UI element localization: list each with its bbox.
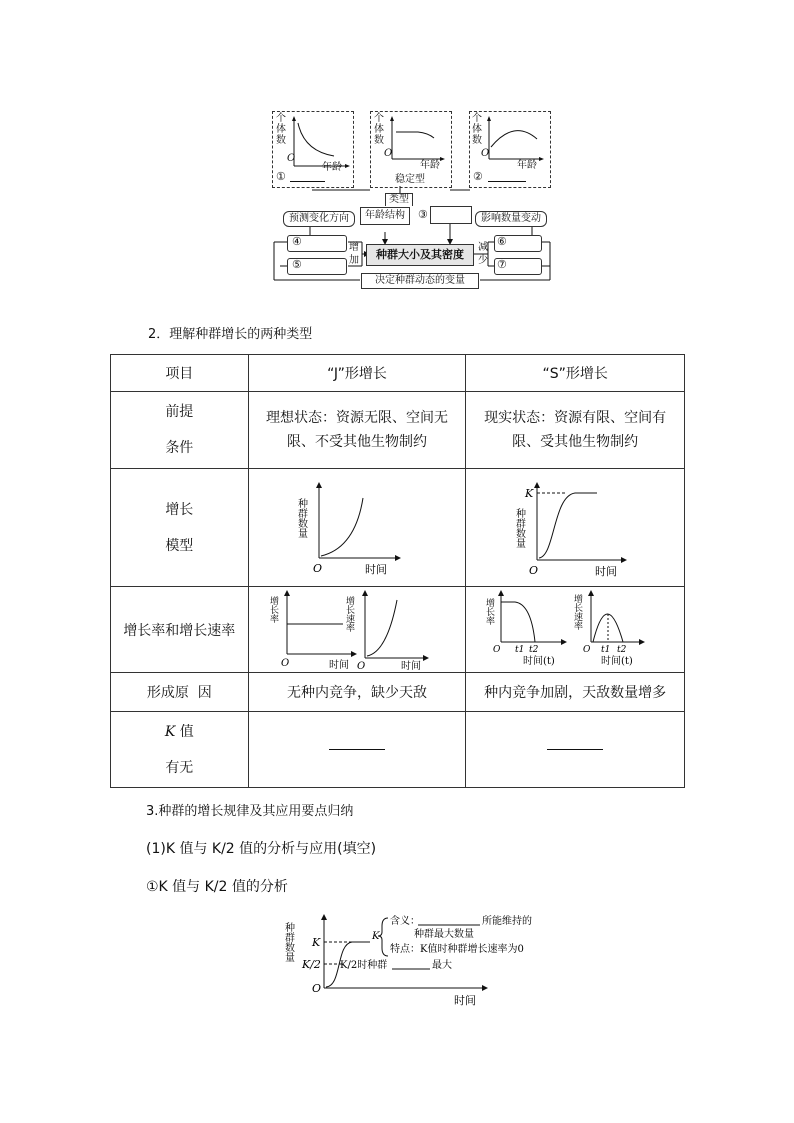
s-rate-graphs: [475, 588, 675, 672]
decrease-label: 减 少: [478, 242, 488, 266]
predict-box: 预测变化方向: [283, 211, 355, 227]
x-axis-label: 时间(t): [601, 655, 633, 667]
t1-label: t1: [515, 644, 525, 655]
table-row-conditions: [111, 392, 685, 469]
row-label: 前提 条件: [111, 392, 249, 469]
table-row-cause: [111, 673, 685, 712]
x-axis-label: 时间(t): [523, 655, 555, 667]
section-2-title: 2．理解种群增长的两种类型: [148, 327, 313, 342]
origin-label: O: [287, 153, 296, 164]
header-item: 项目: [111, 355, 249, 392]
table-row-k: [111, 712, 685, 788]
population-density-box: 种群大小及其密度: [366, 244, 474, 266]
section-3-title: 3.种群的增长规律及其应用要点归纳: [146, 804, 354, 819]
blank-5-label: ⑤: [292, 258, 302, 271]
y-axis-label: 个 体 数: [374, 113, 384, 146]
table-row-model: [111, 469, 685, 587]
table-row-rate: [111, 587, 685, 673]
section-3-subtitle-2: ①K 值与 K/2 值的分析: [146, 879, 288, 895]
y-axis-label: 增长速率: [343, 595, 354, 632]
origin-label: O: [280, 657, 290, 669]
increase-label: 增 加: [349, 242, 359, 266]
cell-j-model: [248, 469, 466, 587]
affect-box: 影响数量变动: [475, 211, 547, 227]
y-axis-label: 种群数量: [513, 507, 525, 548]
meaning-prefix: 含义：: [390, 916, 420, 927]
t2-label: t2: [529, 644, 539, 655]
y-axis-label: 种群数量: [282, 922, 294, 962]
k-label: K: [525, 486, 534, 500]
row-label: K 值 有无: [111, 712, 249, 788]
blank-6-label: ⑥: [497, 235, 507, 248]
y-axis-label: 个 体 数: [472, 113, 482, 146]
meaning-line2: 种群最大数量: [414, 929, 474, 940]
origin-label: O: [356, 660, 366, 672]
row-label: 增长率和增长速率: [111, 587, 249, 673]
y-axis-label: 增长率: [267, 595, 278, 623]
y-axis-label: 种群数量: [295, 497, 307, 538]
section-3-subtitle-1: (1)K 值与 K/2 值的分析与应用(填空): [146, 841, 377, 857]
table-header-row: [111, 355, 685, 392]
cell-s-k-blank: [466, 712, 685, 788]
cell-j-rate: [248, 587, 466, 673]
x-axis-label: 时间: [595, 564, 618, 578]
row-label: 形成原 因: [111, 673, 249, 712]
x-axis-label: 时间: [364, 562, 387, 576]
origin-label: O: [312, 982, 322, 995]
origin-label: O: [583, 644, 591, 655]
k-value-graph: [284, 912, 544, 1010]
origin-label: O: [312, 561, 322, 575]
cell-s-rate: [466, 587, 685, 673]
origin-label: O: [384, 148, 393, 159]
s-curve-graph: [515, 478, 635, 578]
j-rate-graphs: [257, 588, 457, 672]
cell-s-cause: 种内竞争加剧，天敌数量增多: [466, 673, 685, 712]
k-brace-label: K: [372, 931, 380, 942]
k2-text-suffix: 最大: [432, 960, 452, 971]
blank-1-label: ①: [276, 170, 286, 183]
age-structure-box: 年龄结构: [360, 207, 410, 225]
y-axis-label: 增长率: [484, 597, 495, 625]
row-label: 增长 模型: [111, 469, 249, 587]
x-axis-label: 时间: [400, 660, 421, 672]
blank-2-label: ②: [473, 170, 483, 183]
type-box: 类型: [385, 193, 413, 206]
blank-4-label: ④: [292, 235, 302, 248]
feature-text: 特点：K值时种群增长速率为0: [390, 944, 524, 955]
origin-label: O: [481, 148, 490, 159]
x-axis-label: 年龄: [322, 162, 342, 173]
x-axis-label: 时间: [328, 659, 349, 671]
cell-s-conditions: 现实状态：资源有限、空间有限、受其他生物制约: [466, 392, 685, 469]
k-label: K: [312, 936, 321, 949]
t2-label: t2: [617, 644, 627, 655]
growth-types-table: [110, 354, 685, 788]
blank-3-box: [430, 206, 472, 224]
header-j: “J”形增长: [248, 355, 466, 392]
origin-label: O: [529, 563, 539, 577]
header-s: “S”形增长: [466, 355, 685, 392]
dynamic-variable-box: 决定种群动态的变量: [361, 273, 479, 289]
meaning-suffix: 所能维持的: [482, 916, 532, 927]
k2-label: K/2: [302, 958, 321, 971]
y-axis-label: 增长速率: [572, 593, 583, 630]
origin-label: O: [493, 644, 501, 655]
cell-j-cause: 无种内竞争，缺少天敌: [248, 673, 466, 712]
cell-s-model: [466, 469, 685, 587]
j-curve-graph: [297, 478, 417, 578]
x-axis-label: 年龄: [517, 160, 537, 171]
cell-j-conditions: 理想状态：资源无限、空间无限、不受其他生物制约: [248, 392, 466, 469]
k2-text-prefix: K/2时种群: [340, 960, 388, 971]
t1-label: t1: [601, 644, 611, 655]
cell-j-k-blank: [248, 712, 466, 788]
stable-type-label: 稳定型: [395, 174, 425, 185]
blank-3-label: ③: [418, 208, 428, 221]
x-axis-label: 年龄: [420, 160, 440, 171]
x-axis-label: 时间: [454, 994, 476, 1007]
blank-7-label: ⑦: [497, 258, 507, 271]
y-axis-label: 个 体 数: [276, 113, 286, 146]
